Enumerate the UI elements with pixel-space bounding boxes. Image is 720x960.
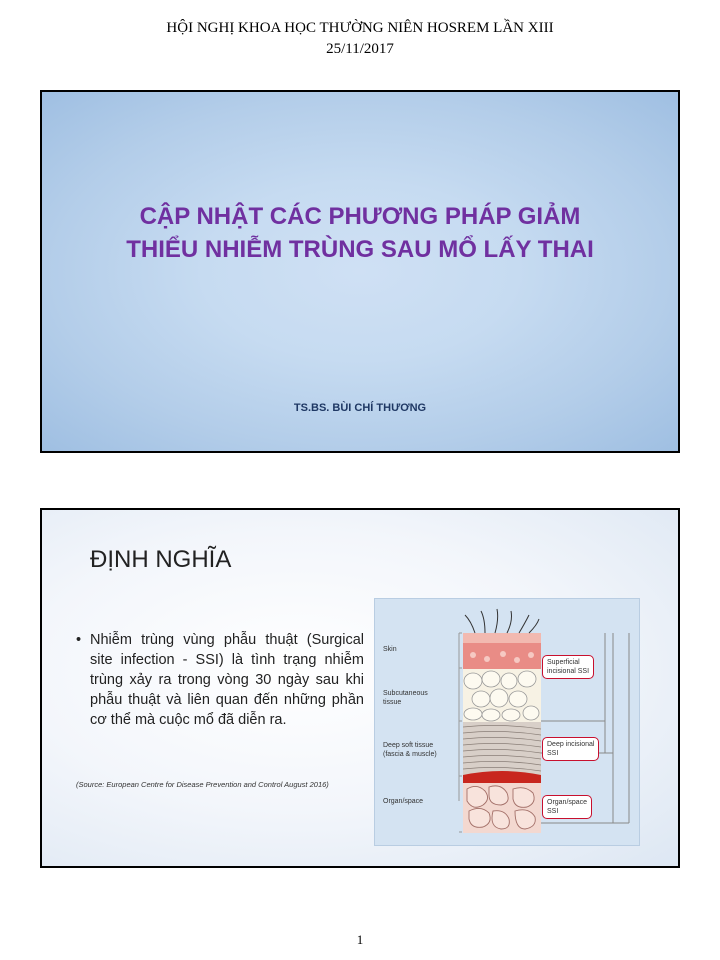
slide-heading: ĐỊNH NGHĨA xyxy=(90,546,232,573)
layer-label-subcutaneous-line-1: Subcutaneous xyxy=(383,690,428,697)
ssi-organ-line-2: SSI xyxy=(547,808,559,815)
layer-label-subcutaneous-line-2: tissue xyxy=(383,699,402,706)
definition-text: Nhiễm trùng vùng phẫu thuật (Surgical site infection - SSI) là tình trạng nhiễm trùng xảy ra trong vòng 30 ngày sau khi phẫu thuật và liên quan đến những phần cơ thể mà cuộc mổ đã diễn ra. xyxy=(90,632,364,728)
definition-bullet xyxy=(76,630,364,730)
ssi-label-superficial xyxy=(542,655,594,679)
slide-definition xyxy=(40,508,680,868)
tissue-layers-illustration xyxy=(375,599,641,847)
layer-label-deep-soft-tissue xyxy=(383,741,437,759)
layer-label-subcutaneous xyxy=(383,689,428,707)
layer-label-organ-space xyxy=(383,797,423,806)
layer-label-organ-line: Organ/space xyxy=(383,798,424,805)
document-header xyxy=(0,18,720,60)
ssi-organ-line-1: Organ/space xyxy=(547,799,588,806)
title-line-1: CẬP NHẬT CÁC PHƯƠNG PHÁP GIẢM xyxy=(139,203,581,230)
author-name: TS.BS. BÙI CHÍ THƯƠNG xyxy=(293,402,427,414)
ssi-deep-line-1: Deep incisional xyxy=(547,741,595,748)
ssi-superficial-line-2: incisional SSI xyxy=(547,668,590,675)
bullet-marker: • xyxy=(76,632,82,648)
layer-label-skin-line: Skin xyxy=(383,646,397,653)
ssi-deep-line-2: SSI xyxy=(547,750,559,757)
source-citation: (Source: European Centre for Disease Prevention and Control August 2016) xyxy=(76,780,329,789)
page-number: 1 xyxy=(356,932,364,947)
layer-label-skin xyxy=(383,645,397,654)
presentation-title xyxy=(42,200,678,266)
conference-date: 25/11/2017 xyxy=(326,41,394,57)
ssi-label-organ-space xyxy=(542,795,592,819)
slide-title xyxy=(40,90,680,453)
ssi-label-deep-incisional xyxy=(542,737,599,761)
layer-label-deep-line-2: (fascia & muscle) xyxy=(383,751,437,758)
title-line-2: THIỂU NHIỄM TRÙNG SAU MỔ LẤY THAI xyxy=(126,236,594,263)
layer-label-deep-line-1: Deep soft tissue xyxy=(383,742,434,749)
ssi-classification-figure xyxy=(374,598,640,846)
conference-title: HỘI NGHỊ KHOA HỌC THƯỜNG NIÊN HOSREM LẦN XIII xyxy=(166,20,554,36)
ssi-superficial-line-1: Superficial xyxy=(547,659,580,666)
